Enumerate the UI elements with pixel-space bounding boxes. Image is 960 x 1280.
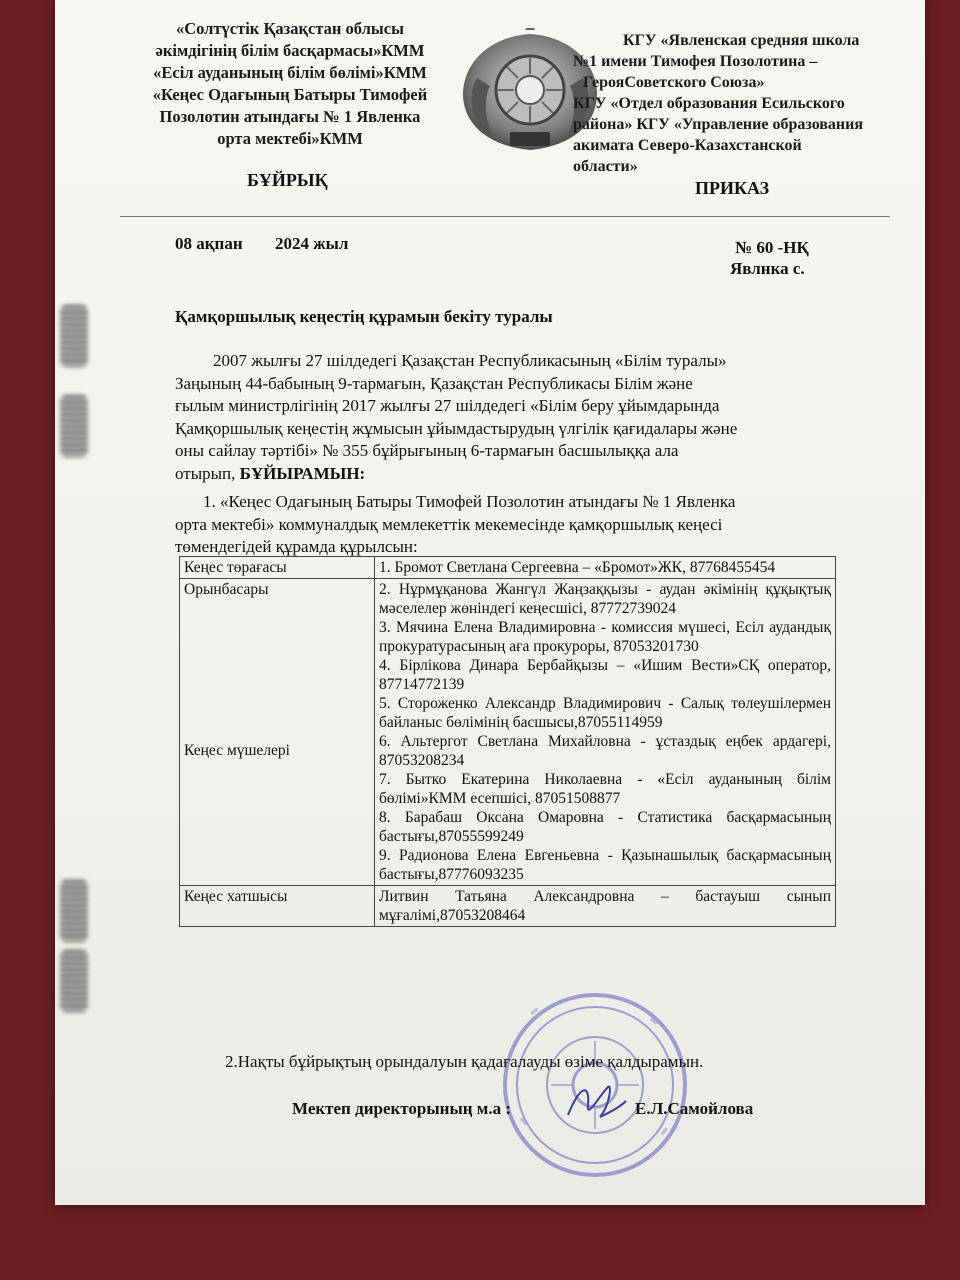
list-item: 6. Альтергот Светлана Михайловна - ұстаздық еңбек ардагері, 87053208234	[379, 733, 831, 769]
order-number: № 60 -НҚ	[735, 238, 809, 257]
list-item: 2. Нұрмұқанова Жангүл Жаңзаққызы - аудан әкімінің құқықтық мәселелер жөніндегі кеңесшісі, 87772739024	[379, 581, 831, 617]
document-page	[55, 0, 925, 1205]
punch-holes	[60, 0, 100, 1205]
header-divider	[120, 216, 890, 217]
member-cell: Литвин Татьяна Александровна – бастауыш сынып мұғалімі,87053208464	[375, 886, 836, 927]
deputy-role: Орынбасары	[184, 581, 269, 598]
list-item: 5. Стороженко Александр Владимирович - Салық төлеушілермен байланыс бөлімінің басшысы,87055114959	[379, 695, 831, 731]
intro-paragraph: 2007 жылғы 27 шілдедегі Қазақстан Республикасының «Білім туралы» Заңының 44-бабының 9-тармағын, Қазақстан Республикасы Білім және ғылым министрлігінің 2017 жылғы 27 шілдедегі «Білім беру ұйымдарында Қамқоршылық кеңестің жұмысын ұйымдастырудың үлгілік қағидалары және оны сайлау тәртібі» № 355 бұйрығының 6-тармағын басшылыққа ала отырып, БҰЙЫРАМЫН:	[175, 351, 738, 483]
header-kazakh: «Солтүстік Қазақстан облысы әкімдігінің білім басқармасы»КММ «Есіл ауданының білім бөлімі»КММ «Кеңес Одағының Батыры Тимофей Позолотин атындағы № 1 Явленка орта мектебі»КММ	[152, 19, 428, 148]
table-row	[180, 886, 836, 927]
header-russian: КГУ «Явленская средняя школа №1 имени Тимофея Позолотина – ГерояСоветского Союза» КГУ «Отдел образования Есильского района» КГУ «Управление образования акимата Северо-Казахстанской области»	[573, 32, 864, 175]
council-table	[179, 556, 836, 927]
member-cell	[375, 579, 836, 886]
title-russian: ПРИКАЗ	[695, 178, 770, 198]
signer-name: Е.Л.Самойлова	[635, 1099, 754, 1118]
list-item: 9. Радионова Елена Евгеньевна - Қазынашылық басқармасының бастығы,87776093235	[379, 847, 831, 883]
signer-position: Мектеп директорының м.а :	[292, 1099, 511, 1118]
role-cell	[180, 579, 375, 886]
member-cell: 1. Бромот Светлана Сергеевна – «Бромот»ЖК, 87768455454	[375, 557, 836, 579]
order-word: БҰЙЫРАМЫН:	[239, 463, 366, 483]
order-year: 2024 жыл	[275, 234, 349, 253]
list-item: 8. Барабаш Оксана Омаровна - Статистика басқармасының бастығы,87055599249	[379, 809, 831, 845]
role-cell: Кеңес хатшысы	[180, 886, 375, 927]
item-2-paragraph: 2.Нақты бұйрықтың орындалуын қадағалауды өзіме қалдырамын.	[225, 1052, 704, 1071]
role-cell: Кеңес төрағасы	[180, 557, 375, 579]
table-row	[180, 579, 836, 886]
order-date: 08 ақпан	[175, 234, 243, 253]
table-row	[180, 557, 836, 579]
list-item: 3. Мячина Елена Владимировна - комиссия мүшесі, Есіл аудандық прокуратурасының аға прокуроры, 87053201730	[379, 619, 831, 655]
list-item: 7. Бытко Екатерина Николаевна - «Есіл ауданының білім бөлімі»КММ есепшісі, 87051508877	[379, 771, 831, 807]
members-role: Кеңес мүшелері	[184, 742, 290, 759]
item-1-paragraph: 1. «Кеңес Одағының Батыры Тимофей Позолотин атындағы № 1 Явленка орта мектебі» коммуналдық мемлекеттік мекемесінде қамқоршылық кеңесі төмендегідей құрамда құрылсын:	[175, 492, 736, 556]
order-subject: Қамқоршылық кеңестің құрамын бекіту туралы	[175, 307, 553, 326]
list-item: 4. Бірлікова Динара Бербайқызы – «Ишим Вести»СҚ оператор, 87714772139	[379, 657, 831, 693]
signature-icon	[560, 1075, 630, 1130]
order-place: Явлнка с.	[730, 259, 805, 278]
title-kazakh: БҰЙРЫҚ	[247, 170, 328, 190]
